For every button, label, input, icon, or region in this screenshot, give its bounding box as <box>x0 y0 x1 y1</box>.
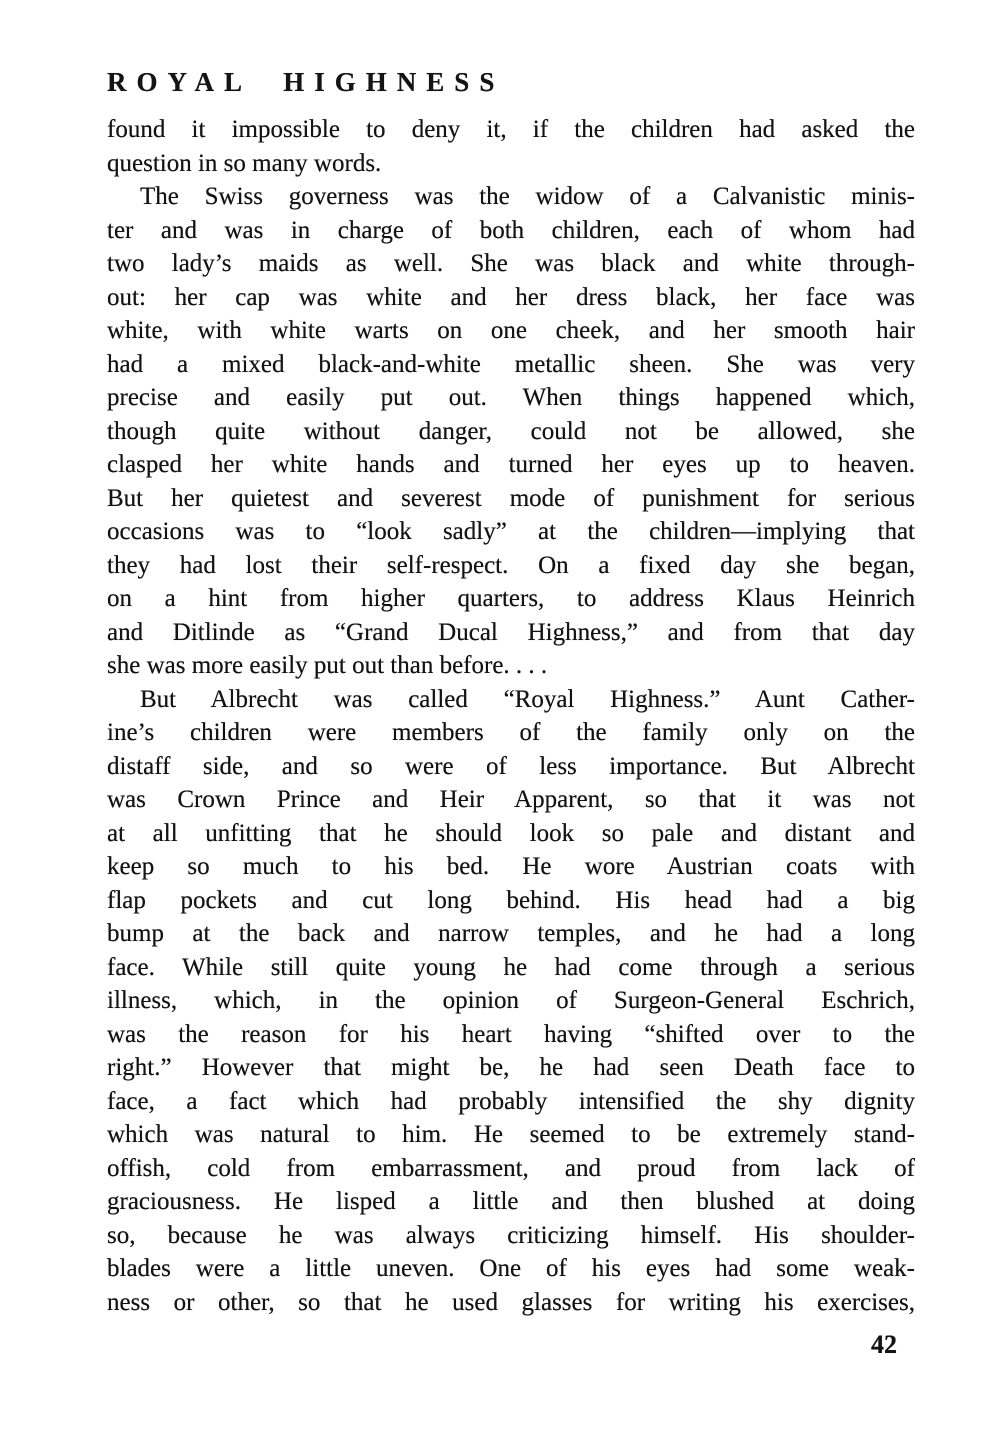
text-line: face, a fact which had probably intensified the shy dignity <box>107 1087 915 1115</box>
text-line: found it impossible to deny it, if the children had asked the <box>107 116 915 143</box>
text-line: But Albrecht was called “Royal Highness.” Aunt Cather- <box>140 685 915 713</box>
page-number: 42 <box>871 1330 897 1359</box>
text-line: But her quietest and severest mode of punishment for serious <box>107 484 915 512</box>
text-line: flap pockets and cut long behind. His head had a big <box>107 886 915 914</box>
text-line: right.” However that might be, he had seen Death face to <box>107 1054 915 1081</box>
text-line: graciousness. He lisped a little and then blushed at doing <box>107 1188 915 1215</box>
text-line: illness, which, in the opinion of Surgeon-General Eschrich, <box>107 987 915 1014</box>
text-line: which was natural to him. He seemed to be extremely stand- <box>107 1121 915 1148</box>
running-header: ROYAL HIGHNESS <box>107 67 505 97</box>
text-line: two lady’s maids as well. She was black and white through- <box>107 250 915 277</box>
text-line: had a mixed black-and-white metallic sheen. She was very <box>107 350 915 378</box>
text-line: she was more easily put out than before. . . . <box>107 652 548 679</box>
text-line: and Ditlinde as “Grand Ducal Highness,” and from that day <box>107 618 915 646</box>
text-line: though quite without danger, could not be allowed, she <box>107 417 915 445</box>
text-line: white, with white warts on one cheek, and her smooth hair <box>107 317 915 344</box>
text-line: offish, cold from embarrassment, and proud from lack of <box>107 1154 915 1182</box>
text-line: ness or other, so that he used glasses for writing his exercises, <box>107 1288 915 1316</box>
text-line: precise and easily put out. When things happened which, <box>107 384 915 411</box>
text-line: question in so many words. <box>107 149 382 177</box>
text-line: blades were a little uneven. One of his eyes had some weak- <box>107 1255 915 1282</box>
text-line: bump at the back and narrow temples, and he had a long <box>107 920 915 947</box>
text-line: on a hint from higher quarters, to address Klaus Heinrich <box>107 585 915 612</box>
text-line: keep so much to his bed. He wore Austrian coats with <box>107 853 915 880</box>
text-line: at all unfitting that he should look so pale and distant and <box>107 819 915 847</box>
text-line: clasped her white hands and turned her eyes up to heaven. <box>107 451 915 478</box>
text-line: they had lost their self-respect. On a fixed day she began, <box>107 551 915 579</box>
text-line: was Crown Prince and Heir Apparent, so that it was not <box>107 786 915 813</box>
text-block <box>107 113 915 1319</box>
text-line: ter and was in charge of both children, each of whom had <box>107 216 915 244</box>
text-line: distaff side, and so were of less importance. But Albrecht <box>107 752 915 780</box>
text-line: face. While still quite young he had come through a serious <box>107 953 915 981</box>
text-line: so, because he was always criticizing himself. His shoulder- <box>107 1221 915 1249</box>
text-line: occasions was to “look sadly” at the children—implying that <box>107 518 915 545</box>
text-line: was the reason for his heart having “shifted over to the <box>107 1020 915 1048</box>
text-line: The Swiss governess was the widow of a Calvanistic minis- <box>140 183 915 210</box>
text-line: out: her cap was white and her dress black, her face was <box>107 283 915 311</box>
text-line: ine’s children were members of the family only on the <box>107 719 915 746</box>
